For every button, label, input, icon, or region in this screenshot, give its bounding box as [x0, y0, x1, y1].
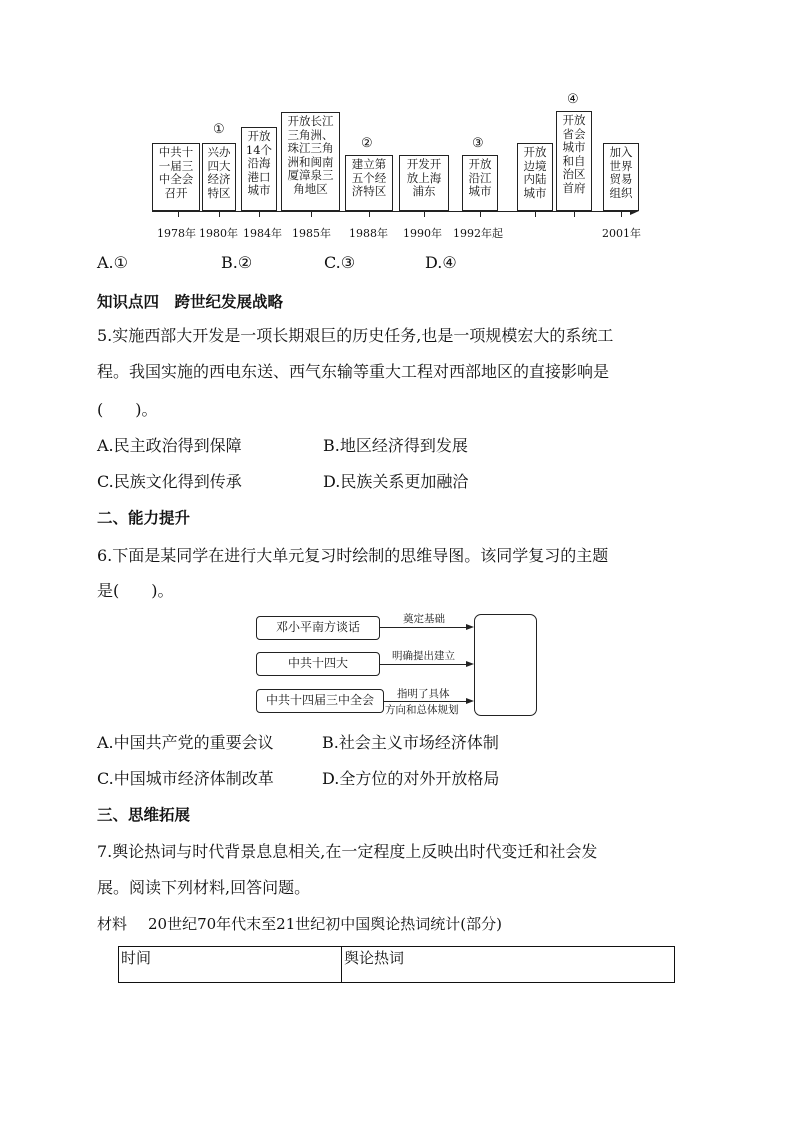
section-ability-improvement: 二、能力提升 — [97, 509, 191, 527]
timeline-marker: ① — [213, 122, 225, 137]
mindmap-node: 邓小平南方谈话 — [256, 616, 380, 640]
table-header-time: 时间 — [119, 947, 342, 983]
arrowhead-icon — [466, 698, 474, 704]
q5-option-c[interactable]: C.民族文化得到传承 — [97, 472, 242, 491]
timeline-box-line: 内陆 — [523, 172, 547, 187]
q7-stem-line: 展。阅读下列材料,回答问题。 — [97, 878, 311, 897]
timeline-year: 1984年 — [243, 227, 282, 240]
timeline-box-line: 开放长江 — [287, 114, 334, 128]
mindmap-label: 指明了具体 — [397, 688, 450, 700]
timeline-box-line: 洲和闽南 — [287, 154, 334, 169]
q4-option-c[interactable]: C.③ — [324, 253, 356, 272]
timeline-box-line: 开放 — [247, 129, 271, 143]
timeline-box-line: 开发开 — [406, 157, 442, 171]
timeline-tick — [424, 211, 425, 217]
timeline-event-box — [241, 127, 277, 211]
timeline-box-line: 浦东 — [412, 184, 436, 199]
mindmap-arrow — [380, 664, 467, 665]
timeline-box-line: 经济 — [207, 172, 231, 187]
timeline-axis — [152, 211, 632, 212]
material-title: 20世纪70年代末至21世纪初中国舆论热词统计(部分) — [148, 915, 502, 933]
mindmap-label: 明确提出建立 — [392, 650, 455, 662]
q4-option-d[interactable]: D.④ — [425, 253, 457, 272]
timeline-event-box — [556, 111, 592, 211]
timeline-box-line: 世界 — [609, 158, 633, 173]
timeline-box-line: 港口 — [247, 169, 271, 184]
timeline-box-line: 建立第 — [351, 157, 387, 171]
timeline-box-line: 城市 — [468, 184, 492, 199]
timeline-event-box — [202, 143, 236, 211]
timeline-marker: ④ — [567, 92, 579, 107]
timeline-tick — [535, 211, 536, 217]
q6-stem-line: 是( )。 — [97, 581, 174, 600]
timeline-box-line: 开放 — [562, 113, 586, 127]
timeline-box-line: 沿江 — [468, 170, 492, 185]
arrowhead-icon — [466, 661, 474, 667]
timeline-box-line: 厦漳泉三 — [287, 168, 334, 183]
timeline-box-line: 召开 — [164, 185, 188, 200]
timeline-year: 1978年 — [157, 227, 196, 240]
timeline-event-box — [399, 155, 449, 211]
material-label: 材料 — [97, 915, 128, 933]
timeline-marker: ③ — [472, 136, 484, 151]
q6-option-d[interactable]: D.全方位的对外开放格局 — [322, 769, 500, 788]
q5-stem-line: 程。我国实施的西电东送、西气东输等重大工程对西部地区的直接影响是 — [97, 362, 610, 381]
mindmap-label: 方向和总体规划 — [385, 704, 459, 716]
timeline-year: 2001年 — [602, 227, 641, 240]
table-header-hot-words: 舆论热词 — [342, 947, 675, 983]
table-header-row — [119, 947, 675, 983]
timeline-tick — [480, 211, 481, 217]
timeline-box-line: 放上海 — [406, 170, 442, 185]
timeline-year: 1988年 — [349, 227, 388, 240]
q7-stem-line: 7.舆论热词与时代背景息息相关,在一定程度上反映出时代变迁和社会发 — [97, 842, 598, 861]
timeline-box-line: 一届三 — [158, 158, 194, 173]
timeline-box-line: 和自 — [562, 153, 586, 168]
mindmap-node: 中共十四届三中全会 — [256, 689, 384, 713]
timeline-box-line: 兴办 — [207, 145, 231, 159]
q4-option-b[interactable]: B.② — [221, 253, 253, 272]
q6-option-a[interactable]: A.中国共产党的重要会议 — [97, 733, 274, 752]
timeline-event-box — [603, 143, 639, 211]
section-knowledge-point-4: 知识点四 跨世纪发展战略 — [97, 293, 284, 311]
timeline-year: 1985年 — [292, 227, 331, 240]
timeline-event-box — [345, 155, 393, 211]
mindmap-arrow — [384, 701, 467, 702]
timeline-box-line: 城市 — [247, 183, 271, 198]
timeline-box-line: 加入 — [609, 145, 633, 159]
timeline-box-line: 贸易 — [609, 172, 633, 187]
timeline-box-line: 珠江三角 — [287, 141, 334, 156]
timeline-box-line: 城市 — [523, 185, 547, 200]
timeline-box-line: 14个 — [245, 142, 273, 157]
timeline-box-line: 中共十 — [158, 145, 194, 159]
timeline-box-line: 开放 — [523, 145, 547, 159]
timeline-box-line: 边境 — [523, 158, 547, 173]
q5-option-d[interactable]: D.民族关系更加融洽 — [323, 472, 469, 491]
timeline-event-box — [517, 143, 553, 211]
hot-words-table — [118, 946, 675, 983]
timeline-event-box — [152, 143, 200, 211]
timeline-box-line: 首府 — [562, 180, 586, 195]
timeline-event-box — [462, 155, 498, 211]
timeline-box-line: 五个经 — [351, 170, 387, 185]
mindmap-label: 奠定基础 — [403, 613, 445, 625]
timeline-box-line: 中全会 — [158, 172, 194, 187]
timeline-marker: ② — [361, 136, 373, 151]
timeline-box-line: 城市 — [562, 140, 586, 155]
timeline-box-line: 角地区 — [293, 181, 328, 196]
mindmap-arrow — [380, 627, 467, 628]
q6-option-c[interactable]: C.中国城市经济体制改革 — [97, 769, 274, 788]
timeline-year: 1990年 — [403, 227, 442, 240]
q5-stem-line: 5.实施西部大开发是一项长期艰巨的历史任务,也是一项规模宏大的系统工 — [97, 326, 614, 345]
q6-option-b[interactable]: B.社会主义市场经济体制 — [322, 733, 499, 752]
timeline-box-line: 组织 — [609, 185, 633, 200]
mindmap-node: 中共十四大 — [256, 652, 380, 676]
timeline-tick — [574, 211, 575, 217]
timeline-box-line: 四大 — [207, 158, 231, 173]
timeline-box-line: 开放 — [468, 157, 492, 171]
timeline-year: 1992年起 — [453, 227, 503, 240]
timeline-box-line: 特区 — [207, 185, 231, 200]
q5-stem-line: ( )。 — [97, 400, 158, 419]
timeline-tick — [621, 211, 622, 217]
timeline-tick — [369, 211, 370, 217]
timeline-box-line: 省会 — [562, 126, 586, 141]
timeline-box-line: 济特区 — [351, 184, 387, 199]
section-thinking-expansion: 三、思维拓展 — [97, 806, 191, 824]
timeline-year: 1980年 — [199, 227, 238, 240]
timeline-tick — [178, 211, 179, 217]
q5-option-b[interactable]: B.地区经济得到发展 — [323, 436, 468, 455]
timeline-event-box — [281, 112, 340, 211]
timeline-box-line: 三角洲、 — [287, 127, 334, 142]
q6-stem-line: 6.下面是某同学在进行大单元复习时绘制的思维导图。该同学复习的主题 — [97, 546, 609, 565]
q4-option-a[interactable]: A.① — [97, 253, 128, 272]
timeline-box-line: 治区 — [562, 167, 586, 182]
timeline-box-line: 沿海 — [247, 156, 271, 171]
mindmap-target-box — [474, 614, 537, 716]
q5-option-a[interactable]: A.民主政治得到保障 — [97, 436, 242, 455]
timeline-tick — [259, 211, 260, 217]
timeline-tick — [219, 211, 220, 217]
timeline-tick — [311, 211, 312, 217]
arrowhead-icon — [466, 624, 474, 630]
